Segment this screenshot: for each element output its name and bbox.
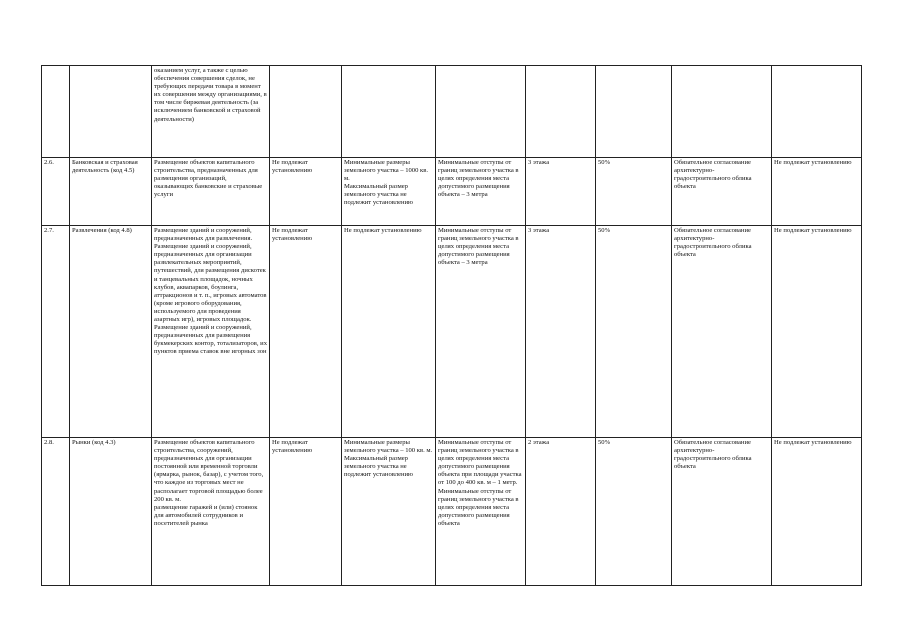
cell: Минимальные отступы от границ земельного участка в целях определения места допустимого размещения объекта при площади участка от 100 до 400 кв. м – 1 метр. Минимальные отступы от границ земельного участка в целях определения места допустимого размещения объекта bbox=[436, 438, 526, 586]
cell: Не подлежат установлению bbox=[270, 158, 342, 226]
cell: Обязательное согласование архитектурно-градостроительного облика объекта bbox=[672, 226, 772, 438]
cell bbox=[526, 66, 596, 158]
cell: Минимальные размеры земельного участка – 100 кв. м. Максимальный размер земельного участка не подлежит установлению bbox=[342, 438, 436, 586]
table-row bbox=[42, 158, 862, 226]
cell: Минимальные отступы от границ земельного участка в целях определения места допустимого размещения объекта – 3 метра bbox=[436, 158, 526, 226]
cell: Не подлежат установлению bbox=[270, 226, 342, 438]
table-row bbox=[42, 438, 862, 586]
cell: 3 этажа bbox=[526, 158, 596, 226]
cell: Обязательное согласование архитектурно-градостроительного облика объекта bbox=[672, 438, 772, 586]
use-type-name: Развлечения (код 4.8) bbox=[70, 226, 152, 438]
cell bbox=[596, 66, 672, 158]
cell: Минимальные размеры земельного участка – 1000 кв. м. Максимальный размер земельного участка не подлежит установлению bbox=[342, 158, 436, 226]
row-number: 2.6. bbox=[42, 158, 70, 226]
use-description: Размещение зданий и сооружений, предназначенных для развлечения. Размещение зданий и сооружений, предназначенных для организации развлекательных мероприятий, путешествий, для размещения дискотек и танцевальных площадок, ночных клубов, аквапарков, боулинга, аттракционов и т. п., игровых автоматов (кроме игрового оборудования, используемого для проведения азартных игр), игровых площадок. Размещение зданий и сооружений, предназначенных для размещения букмекерских контор, тотализаторов, их пунктов приема ставок вне игорных зон bbox=[152, 226, 270, 438]
use-type-name bbox=[70, 66, 152, 158]
row-number: 2.7. bbox=[42, 226, 70, 438]
cell bbox=[270, 66, 342, 158]
cell: 3 этажа bbox=[526, 226, 596, 438]
cell: Минимальные отступы от границ земельного участка в целях определения места допустимого размещения объекта – 3 метра bbox=[436, 226, 526, 438]
use-type-name: Рынки (код 4.3) bbox=[70, 438, 152, 586]
cell: Не подлежат установлению bbox=[270, 438, 342, 586]
table-row bbox=[42, 66, 862, 158]
cell: 2 этажа bbox=[526, 438, 596, 586]
cell: 50% bbox=[596, 158, 672, 226]
row-number: 2.8. bbox=[42, 438, 70, 586]
zoning-regulations-table bbox=[41, 65, 862, 586]
cell bbox=[672, 66, 772, 158]
use-description: оказанием услуг, а также с целью обеспечения совершения сделок, не требующих передачи товара в момент их совершения между организациями, в том числе биржевая деятельность (за исключением банковской и страховой деятельности) bbox=[152, 66, 270, 158]
row-number bbox=[42, 66, 70, 158]
cell: Не подлежат установлению bbox=[772, 226, 862, 438]
cell bbox=[436, 66, 526, 158]
use-description: Размещение объектов капитального строительства, предназначенных для размещения организаций, оказывающих банковские и страховые услуги bbox=[152, 158, 270, 226]
cell: Не подлежат установлению bbox=[772, 158, 862, 226]
use-description: Размещение объектов капитального строительства, сооружений, предназначенных для организации постоянной или временной торговли (ярмарка, рынок, базар), с учетом того, что каждое из торговых мест не располагает торговой площадью более 200 кв. м. размещение гаражей и (или) стоянок для автомобилей сотрудников и посетителей рынка bbox=[152, 438, 270, 586]
cell: 50% bbox=[596, 226, 672, 438]
cell: Не подлежат установлению bbox=[342, 226, 436, 438]
table-row bbox=[42, 226, 862, 438]
cell bbox=[772, 66, 862, 158]
cell: Не подлежат установлению bbox=[772, 438, 862, 586]
cell: 50% bbox=[596, 438, 672, 586]
use-type-name: Банковская и страховая деятельность (код 4.5) bbox=[70, 158, 152, 226]
cell: Обязательное согласование архитектурно-градостроительного облика объекта bbox=[672, 158, 772, 226]
cell bbox=[342, 66, 436, 158]
